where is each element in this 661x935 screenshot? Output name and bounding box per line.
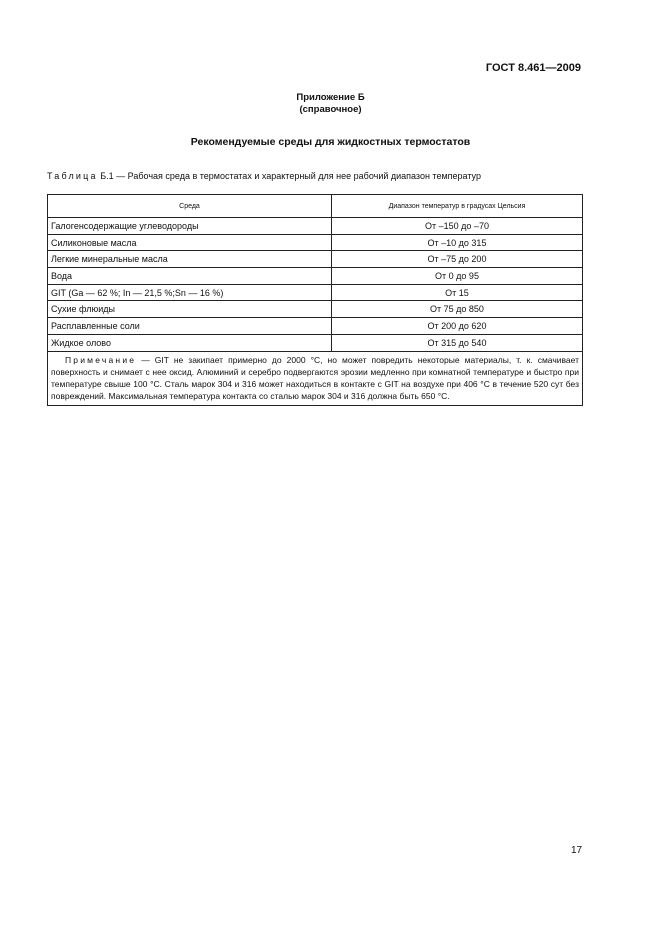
table-header-row	[48, 195, 583, 218]
table-caption-text: — Рабочая среда в термостатах и характерный для нее рабочий диапазон температур	[113, 171, 481, 181]
medium-cell: Расплавленные соли	[48, 318, 332, 335]
table-row	[48, 251, 583, 268]
table-caption-number: Б.1	[100, 171, 114, 181]
range-cell: От –10 до 315	[332, 234, 583, 251]
table-row	[48, 234, 583, 251]
page-number: 17	[571, 845, 583, 856]
standard-code: ГОСТ 8.461—2009	[485, 62, 581, 74]
range-cell: От 0 до 95	[332, 268, 583, 285]
medium-cell: Галогенсодержащие углеводороды	[48, 218, 332, 235]
column-header-range: Диапазон температур в градусах Цельсия	[332, 195, 583, 218]
table-note-row	[48, 351, 583, 406]
table-row	[48, 218, 583, 235]
appendix-title: Приложение Б	[296, 92, 365, 103]
range-cell: От 15	[332, 284, 583, 301]
note-label: Примечание	[65, 354, 137, 365]
range-cell: От 75 до 850	[332, 301, 583, 318]
appendix-heading	[0, 92, 661, 116]
table-caption-label: Таблица	[47, 171, 98, 181]
column-header-medium: Среда	[48, 195, 332, 218]
section-title: Рекомендуемые среды для жидкостных термостатов	[190, 136, 471, 148]
medium-cell: Силиконовые масла	[48, 234, 332, 251]
note-text: — GIT не закипает примерно до 2000 °С, но может повредить некоторые материалы, т. к. смачивает поверхность и снимает с нее оксид. Алюминий и серебро подвергаются эрозии медленно при комнатной температуре и быстро при температуре свыше 100 °С. Сталь марок 304 и 316 может находиться в контакте с GIT на воздухе при 406 °С в течение 520 сут без повреждений. Максимальная температура контакта со сталью марок 304 и 316 должна быть 650 °С.	[51, 354, 579, 402]
range-cell: От 200 до 620	[332, 318, 583, 335]
table-row	[48, 268, 583, 285]
table-caption	[47, 171, 481, 181]
medium-cell: Вода	[48, 268, 332, 285]
range-cell: От 315 до 540	[332, 334, 583, 351]
range-cell: От –150 до –70	[332, 218, 583, 235]
medium-cell: GIT (Ga — 62 %; In — 21,5 %;Sn — 16 %)	[48, 284, 332, 301]
table-row	[48, 301, 583, 318]
medium-cell: Легкие минеральные масла	[48, 251, 332, 268]
media-table	[47, 194, 583, 406]
table-row	[48, 318, 583, 335]
range-cell: От –75 до 200	[332, 251, 583, 268]
appendix-subtitle: (справочное)	[299, 104, 362, 115]
table-row	[48, 284, 583, 301]
table-row	[48, 334, 583, 351]
table-note	[48, 351, 583, 406]
medium-cell: Жидкое олово	[48, 334, 332, 351]
medium-cell: Сухие флюиды	[48, 301, 332, 318]
